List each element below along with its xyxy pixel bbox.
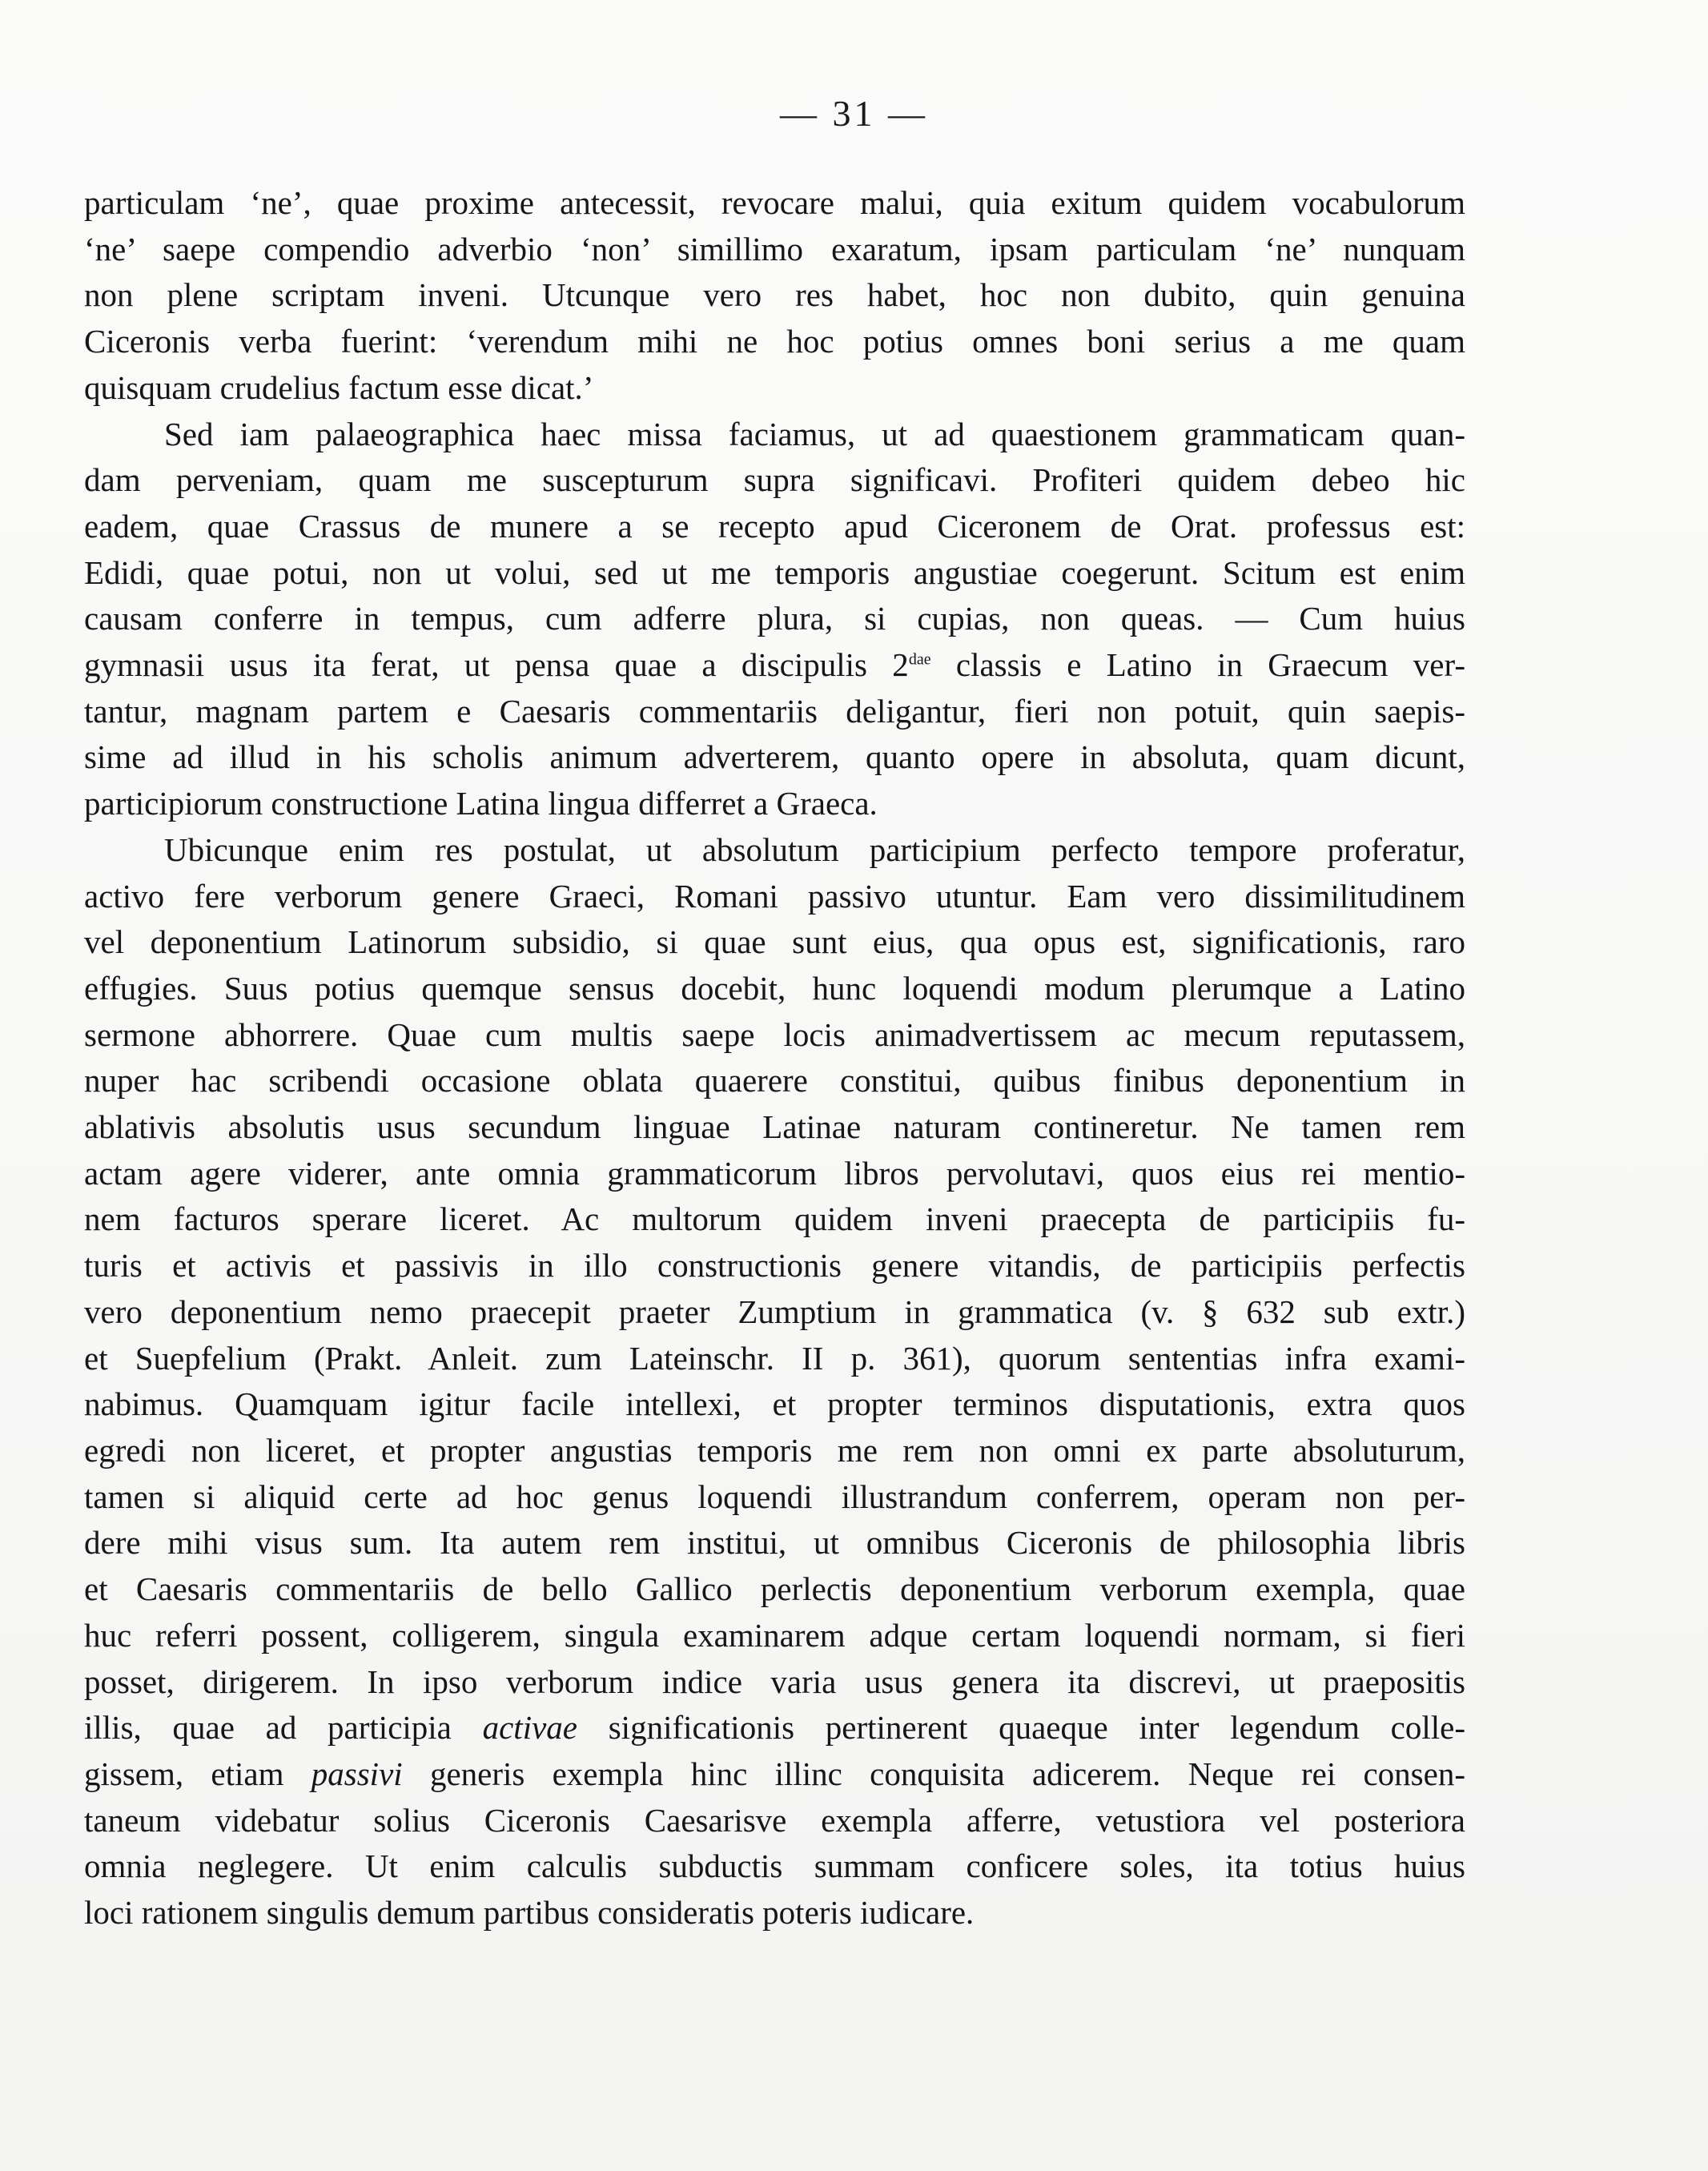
text-line-content: posset, dirigerem. In ipso verborum indice varia usus genera ita discrevi, ut praepositis	[84, 1662, 1465, 1700]
text-line	[84, 1520, 1465, 1566]
text-line-content: nuper hac scribendi occasione oblata quaerere constitui, quibus finibus deponentium in	[84, 1062, 1465, 1100]
text-line	[84, 550, 1465, 597]
text-segment: classis e Latino in Graecum ver-	[930, 646, 1465, 684]
text-line-content: huc referri possent, colligerem, singula examinarem adque certam loquendi normam, si fieri	[84, 1616, 1465, 1654]
text-line	[84, 180, 1465, 227]
text-line	[84, 365, 1465, 412]
text-line-content: ‘ne’ saepe compendio adverbio ‘non’ simillimo exaratum, ipsam particulam ‘ne’ nunquam	[84, 230, 1465, 267]
text-line	[84, 642, 1465, 689]
text-line	[84, 1798, 1465, 1844]
text-line	[84, 919, 1465, 966]
text-line-content: turis et activis et passivis in illo constructionis genere vitandis, de participiis perfectis	[84, 1247, 1465, 1285]
text-line	[84, 1289, 1465, 1336]
text-line	[84, 1104, 1465, 1151]
text-line	[84, 272, 1465, 319]
text-line-content: ablativis absolutis usus secundum linguae Latinae naturam contineretur. Ne tamen rem	[84, 1108, 1465, 1146]
text-line	[84, 457, 1465, 504]
text-line-content: quisquam crudelius factum esse dicat.’	[84, 368, 594, 406]
text-line-content: non plene scriptam inveni. Utcunque vero res habet, hoc non dubito, quin genuina	[84, 276, 1465, 314]
text-line-content: tantur, magnam partem e Caesaris commentariis deligantur, fieri non potuit, quin saepis-	[84, 692, 1465, 730]
text-line-content: Ubicunque enim res postulat, ut absolutum participium perfecto tempore proferatur,	[164, 830, 1465, 868]
text-line	[84, 1151, 1465, 1197]
italic-term: activae	[482, 1709, 577, 1747]
text-line-content: actam agere viderer, ante omnia grammaticorum libros pervolutavi, quos eius rei mentio-	[84, 1154, 1465, 1192]
text-line-content: omnia neglegere. Ut enim calculis subductis summam conficere soles, ita totius huius	[84, 1847, 1465, 1885]
text-line	[84, 781, 1465, 827]
text-line	[84, 1566, 1465, 1613]
text-line	[84, 874, 1465, 920]
text-line	[84, 227, 1465, 273]
text-line-content: Ciceronis verba fuerint: ‘verendum mihi ne hoc potius omnes boni serius a me quam	[84, 323, 1465, 360]
text-line-content: participiorum constructione Latina lingua differret a Graeca.	[84, 785, 878, 822]
text-line-content	[84, 1709, 1465, 1746]
text-line	[84, 1428, 1465, 1474]
text-line-content: loci rationem singulis demum partibus consideratis poteris iudicare.	[84, 1894, 975, 1932]
text-line-content	[84, 1755, 1465, 1792]
text-line	[84, 1751, 1465, 1798]
text-line	[84, 1012, 1465, 1059]
text-line-content: egredi non liceret, et propter angustias temporis me rem non omni ex parte absoluturum,	[84, 1431, 1465, 1469]
text-line	[84, 734, 1465, 781]
text-line-content	[84, 646, 1465, 683]
text-segment: generis exempla hinc illinc conquisita adicerem. Neque rei consen-	[402, 1755, 1465, 1792]
text-line-content: et Suepfelium (Prakt. Anleit. zum Lateinschr. II p. 361), quorum sententias infra exami-	[84, 1339, 1465, 1377]
text-line-content: nabimus. Quamquam igitur facile intellexi, et propter terminos disputationis, extra quos	[84, 1385, 1465, 1423]
text-line	[84, 1058, 1465, 1104]
text-line-content: tamen si aliquid certe ad hoc genus loquendi illustrandum conferrem, operam non per-	[84, 1477, 1465, 1515]
text-line-content: activo fere verborum genere Graeci, Romani passivo utuntur. Eam vero dissimilitudinem	[84, 877, 1465, 915]
text-line	[84, 596, 1465, 642]
page-number: — 31 —	[780, 93, 928, 134]
text-line	[84, 1659, 1465, 1706]
text-line-content: dere mihi visus sum. Ita autem rem institui, ut omnibus Ciceronis de philosophia libris	[84, 1524, 1465, 1562]
text-line-content: eadem, quae Crassus de munere a se recepto apud Ciceronem de Orat. professus est:	[84, 507, 1465, 545]
text-line	[84, 1336, 1465, 1382]
text-segment: illis, quae ad participia	[84, 1709, 483, 1747]
text-segment: significationis pertinerent quaeque inter legendum colle-	[577, 1709, 1466, 1747]
text-line	[84, 1474, 1465, 1521]
text-line	[84, 966, 1465, 1012]
text-line-content: nem facturos sperare liceret. Ac multorum quidem inveni praecepta de participiis fu-	[84, 1200, 1465, 1238]
text-line-content: particulam ‘ne’, quae proxime antecessit, revocare malui, quia exitum quidem vocabulorum	[84, 184, 1465, 221]
text-line	[84, 1890, 1465, 1936]
text-line-content: sermone abhorrere. Quae cum multis saepe locis animadvertissem ac mecum reputassem,	[84, 1015, 1465, 1053]
text-line	[84, 1843, 1465, 1890]
text-line-content: causam conferre in tempus, cum adferre plura, si cupias, non queas. — Cum huius	[84, 600, 1465, 637]
italic-term: passivi	[311, 1755, 403, 1792]
text-line	[84, 1381, 1465, 1428]
text-line-content: Edidi, quae potui, non ut volui, sed ut me temporis angustiae coegerunt. Scitum est enim	[84, 553, 1465, 591]
text-line	[84, 1196, 1465, 1243]
text-line-content: sime ad illud in his scholis animum adverterem, quanto opere in absoluta, quam dicunt,	[84, 738, 1465, 776]
text-line	[84, 827, 1465, 874]
text-line-content: taneum videbatur solius Ciceronis Caesarisve exempla afferre, vetustiora vel posteriora	[84, 1801, 1465, 1839]
ordinal-superscript: dae	[908, 650, 931, 669]
text-line-content: dam perveniam, quam me suscepturum supra significavi. Profiteri quidem debeo hic	[84, 461, 1465, 499]
text-segment: gissem, etiam	[84, 1755, 311, 1792]
text-line	[84, 689, 1465, 735]
text-line-content: vel deponentium Latinorum subsidio, si quae sunt eius, qua opus est, significationis, raro	[84, 923, 1465, 961]
text-line	[84, 1705, 1465, 1751]
text-line	[84, 1243, 1465, 1289]
text-line-content: et Caesaris commentariis de bello Gallico perlectis deponentium verborum exempla, quae	[84, 1570, 1465, 1608]
text-line	[84, 504, 1465, 550]
text-line-content: effugies. Suus potius quemque sensus docebit, hunc loquendi modum plerumque a Latino	[84, 969, 1465, 1007]
body-text	[84, 180, 1465, 1936]
text-line-content: vero deponentium nemo praecepit praeter Zumptium in grammatica (v. § 632 sub extr.)	[84, 1293, 1465, 1330]
text-line	[84, 1613, 1465, 1659]
text-line-content: Sed iam palaeographica haec missa faciamus, ut ad quaestionem grammaticam quan-	[164, 415, 1465, 452]
text-line	[84, 412, 1465, 458]
text-segment: gymnasii usus ita ferat, ut pensa quae a discipulis 2	[84, 646, 909, 684]
text-line	[84, 319, 1465, 365]
